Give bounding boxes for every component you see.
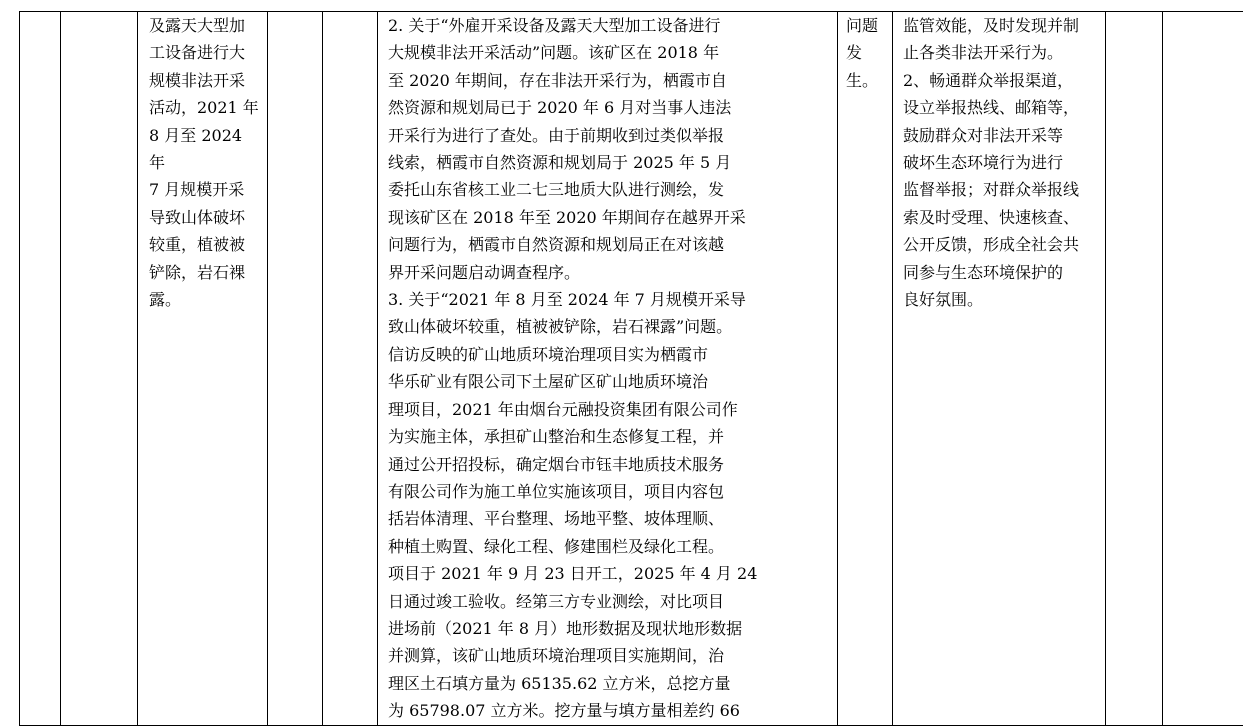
verification-status-text: 问题 发 生。 (838, 12, 892, 94)
complaint-content-text: 及露天大型加 工设备进行大 规模非法开采 活动，2021 年 8 月至 2024 年 7 月规模开采 导致山体破坏 较重，植被被 铲除，岩石裸 露。 (138, 12, 267, 313)
cell-region (61, 12, 138, 726)
cell-remarks (1163, 12, 1243, 726)
cell-complaint-content (138, 12, 268, 726)
table-row (20, 12, 1243, 726)
cell-investigation-result (378, 12, 838, 726)
cell-category (268, 12, 323, 726)
cell-accountability (1106, 12, 1163, 726)
cell-index (20, 12, 61, 726)
report-table (19, 11, 1243, 726)
investigation-result-text: 2. 关于“外雇开采设备及露天大型加工设备进行 大规模非法开采活动”问题。该矿区在 2018 年 至 2020 年期间，存在非法开采行为，栖霞市自 然资源和规划局已于 2020 年 6 月对当事人违法 开采行为进行了查处。由于前期收到过类似举报 线索，栖霞市自然资源和规划局于 2025 年 5 月 委托山东省核工业二七三地质大队进行测绘，发 现该矿区在 2018 年至 2020 年期间存在越界开采 问题行为，栖霞市自然资源和规划局正在对该越 界开采问题启动调查程序。 3. 关于“2021 年 8 月至 2024 年 7 月规模开采导 致山体破坏较重，植被被铲除，岩石裸露”问题。 信访反映的矿山地质环境治理项目实为栖霞市 华乐矿业有限公司下土屋矿区矿山地质环境治 理项目，2021 年由烟台元融投资集团有限公司作 为实施主体，承担矿山整治和生态修复工程，并 通过公开招投标，确定烟台市钰丰地质技术服务 有限公司作为施工单位实施该项目，项目内容包 括岩体清理、平台整理、场地平整、坡体理顺、 种植土购置、绿化工程、修建围栏及绿化工程。 项目于 2021 年 9 月 23 日开工，2025 年 4 月 24 日通过竣工验收。经第三方专业测绘，对比项目 进场前（2021 年 8 月）地形数据及现状地形数据 并测算，该矿山地质环境治理项目实施期间，治 理区土石填方量为 65135.62 立方米，总挖方量 为 65798.07 立方米。挖方量与填方量相差约 66 (378, 12, 837, 725)
cell-verification-status (838, 12, 893, 726)
cell-level (323, 12, 378, 726)
cell-rectification-measures (893, 12, 1106, 726)
rectification-measures-text: 监管效能，及时发现并制 止各类非法开采行为。 2、畅通群众举报渠道， 设立举报热线、邮箱等， 鼓励群众对非法开采等 破坏生态环境行为进行 监督举报；对群众举报线 索及时受理、快速核查、 公开反馈，形成全社会共 同参与生态环境保护的 良好氛围。 (893, 12, 1105, 313)
